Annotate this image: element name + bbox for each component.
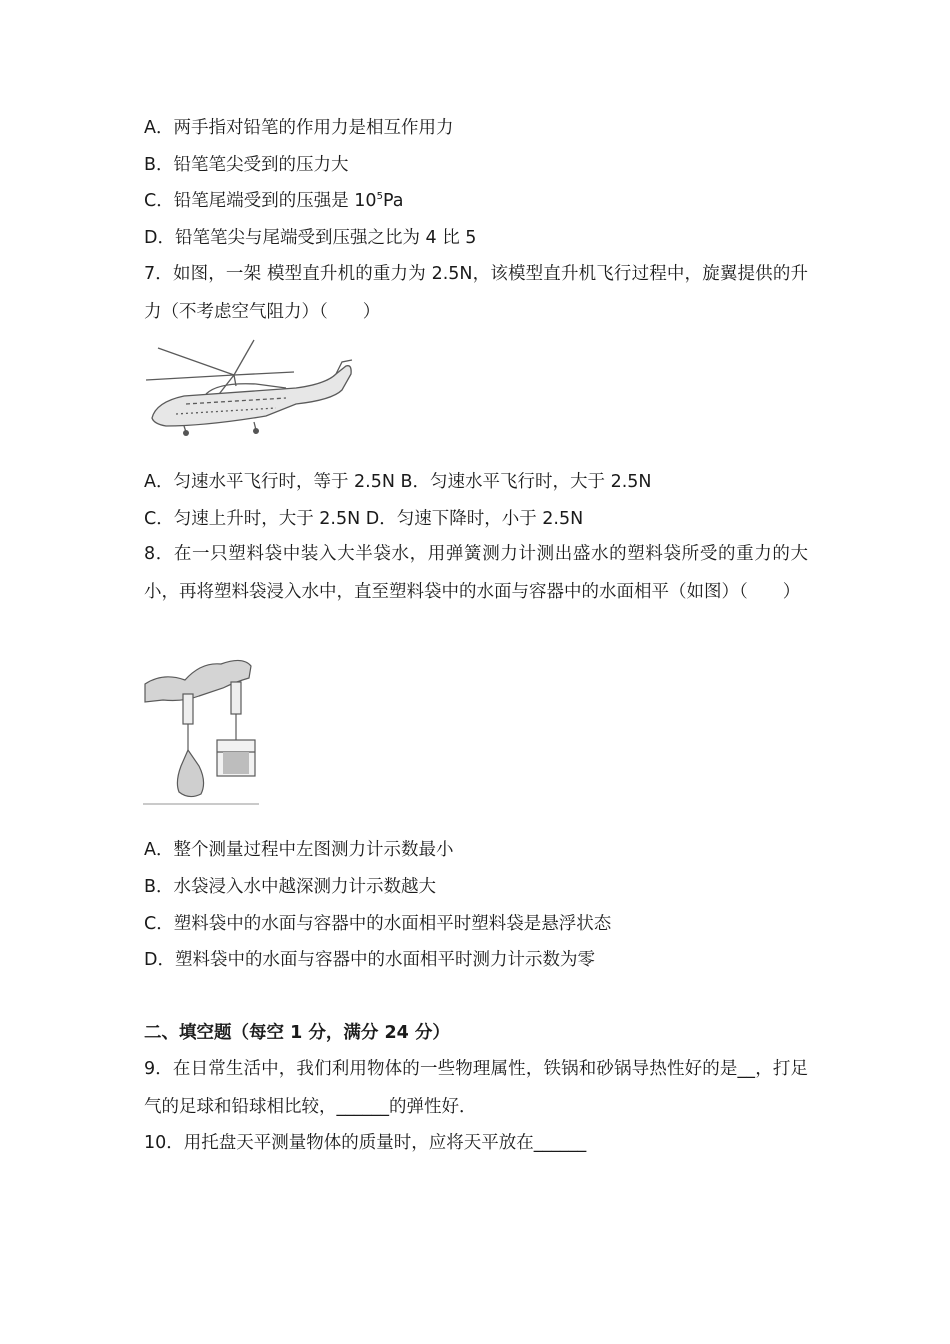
q8-option-c: C．塑料袋中的水面与容器中的水面相平时塑料袋是悬浮状态 [144, 914, 612, 934]
q6-option-c-unit: Pa [382, 191, 404, 211]
q7-options-ab: A．匀速水平飞行时，等于 2.5N B．匀速水平飞行时，大于 2.5N [144, 472, 652, 492]
q7-stem: 7．如图，一架 模型直升机的重力为 2.5N，该模型直升机飞行过程中，旋翼提供的升力（不考虑空气阻力）（ ） [144, 264, 808, 322]
q6-option-c [144, 189, 403, 213]
helicopter-figure [146, 338, 360, 438]
q8-option-d: D．塑料袋中的水面与容器中的水面相平时测力计示数为零 [144, 950, 595, 970]
helicopter-drawing [146, 338, 360, 438]
spring-scale-drawing [143, 654, 259, 806]
spring-scale-figure [143, 654, 259, 806]
q6-option-a: A．两手指对铅笔的作用力是相互作用力 [144, 118, 454, 138]
q6-option-c-prefix: C．铅笔尾端受到的压强是 10 [144, 191, 377, 211]
q8-stem: 8．在一只塑料袋中装入大半袋水，用弹簧测力计测出盛水的塑料袋所受的重力的大小，再将塑料袋浸入水中，直至塑料袋中的水面与容器中的水面相平（如图）（ ） [144, 544, 808, 602]
q10-text: 10．用托盘天平测量物体的质量时，应将天平放在______ [144, 1133, 587, 1153]
q6-option-b: B．铅笔笔尖受到的压力大 [144, 155, 349, 175]
q6-option-d: D．铅笔笔尖与尾端受到压强之比为 4 比 5 [144, 228, 477, 248]
q7-options-cd: C．匀速上升时，大于 2.5N D．匀速下降时，小于 2.5N [144, 509, 584, 529]
q8-option-b: B．水袋浸入水中越深测力计示数越大 [144, 877, 437, 897]
q8-option-a: A．整个测量过程中左图测力计示数最小 [144, 840, 454, 860]
section-heading: 二、填空题（每空 1 分，满分 24 分） [144, 1023, 450, 1043]
q9-text: 9．在日常生活中，我们利用物体的一些物理属性，铁锅和砂锅导热性好的是__，打足气的足球和铅球相比较，______的弹性好． [144, 1059, 808, 1117]
q6-option-c-exponent: 5 [376, 191, 383, 202]
